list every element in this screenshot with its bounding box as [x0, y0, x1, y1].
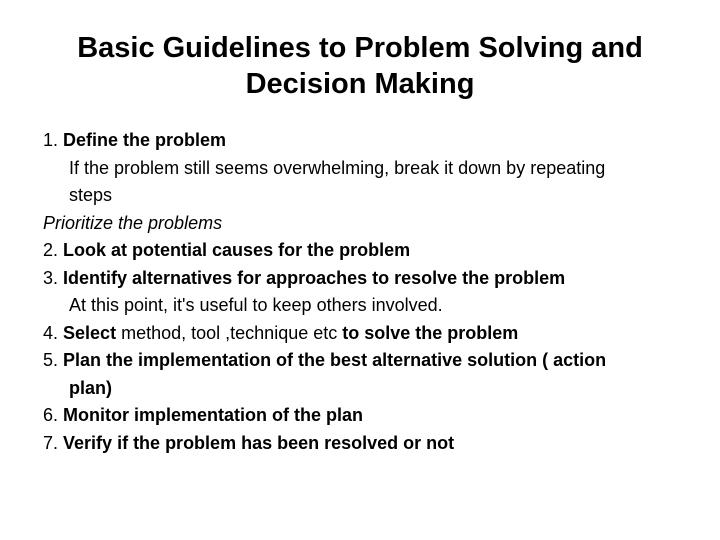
item-text-c: to solve the problem [342, 322, 519, 343]
list-item-2 [43, 237, 683, 265]
sub-item-1 [43, 155, 683, 183]
list-item-3 [43, 265, 683, 293]
item-text: Prioritize the problems [43, 212, 223, 233]
sub-item-3 [43, 292, 683, 320]
list-item-1 [43, 127, 683, 155]
item-number: 7. [43, 432, 59, 453]
sub-item-text: If the problem still seems overwhelming, break it down by repeating [69, 157, 606, 178]
item-text-b: method, tool ,technique etc [121, 322, 338, 343]
sub-item-text: steps [69, 185, 113, 205]
slide-title [20, 30, 700, 102]
item-number: 3. [43, 267, 59, 288]
item-text: plan) [69, 377, 112, 398]
sub-item-text: At this point, it's useful to keep others involved. [69, 295, 443, 315]
item-number: 1. [43, 130, 59, 150]
item-number: 6. [43, 405, 59, 425]
item-number: 5. [43, 350, 59, 370]
list-item-7 [43, 430, 683, 458]
title-line-2: Decision Making [245, 68, 475, 100]
item-text: Look at potential causes for the problem [63, 240, 411, 260]
item-text: Plan the implementation of the best alternative solution ( action [63, 350, 607, 370]
item-number: 2. [43, 240, 59, 260]
list-item-4 [43, 320, 683, 348]
list-item-5-cont [43, 375, 683, 403]
guidelines-list [43, 127, 683, 457]
item-text: Monitor implementation of the plan [63, 405, 364, 425]
sub-item-1-cont [43, 182, 683, 210]
item-text: Define the problem [63, 130, 227, 150]
list-item-prioritize [43, 210, 683, 238]
list-item-6 [43, 402, 683, 430]
item-number: 4. [43, 322, 59, 343]
item-text: Verify if the problem has been resolved or not [63, 432, 455, 453]
item-text-a: Select [63, 322, 117, 343]
title-line-1: Basic Guidelines to Problem Solving and [77, 32, 643, 64]
list-item-5 [43, 347, 683, 375]
item-text: Identify alternatives for approaches to resolve the problem [63, 267, 566, 288]
